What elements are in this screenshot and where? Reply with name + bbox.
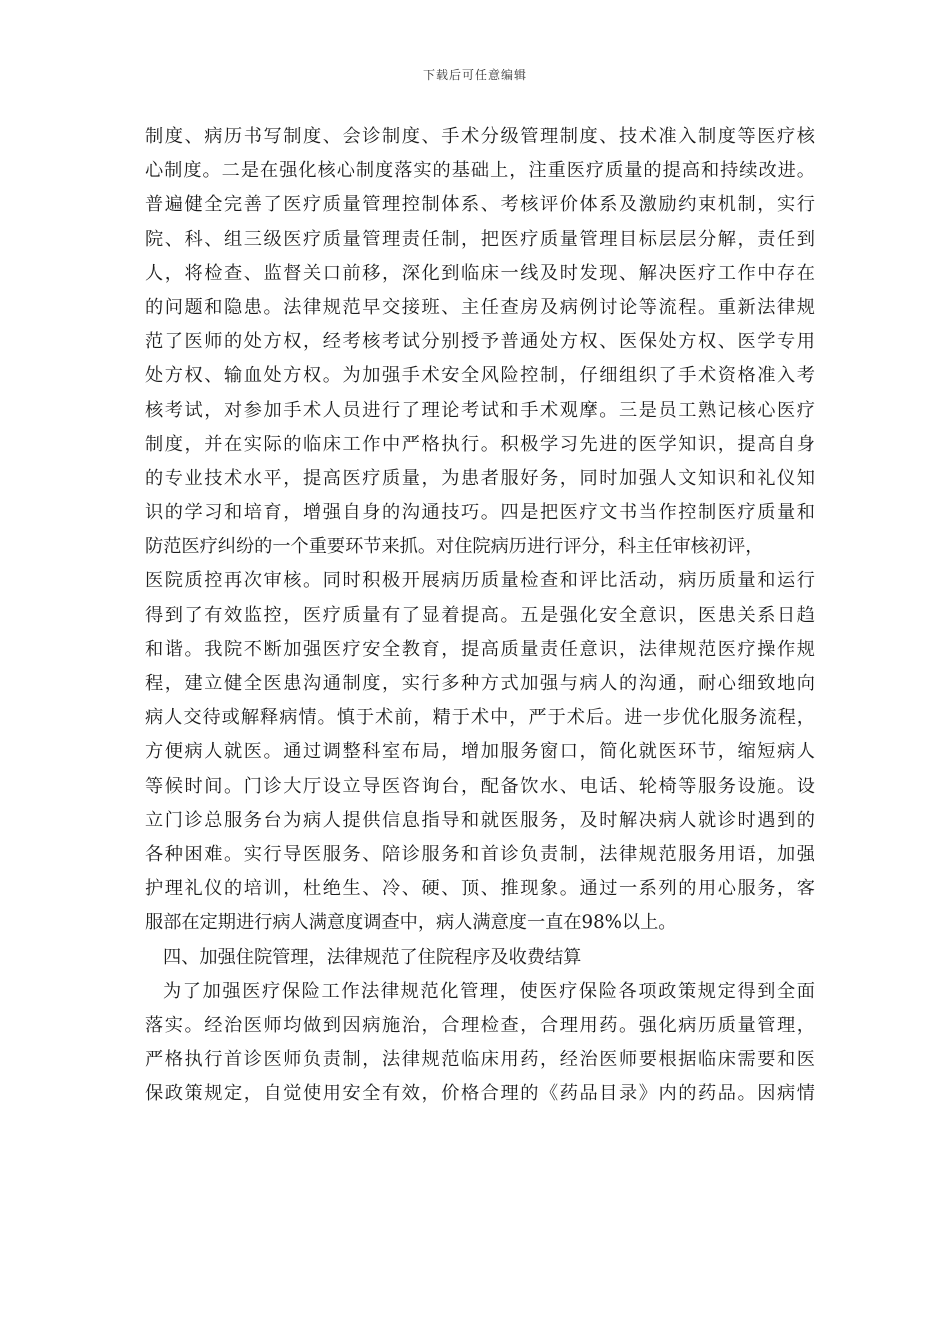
text-line: 院、科、组三级医疗质量管理责任制，把医疗质量管理目标层层分解，责任到	[145, 228, 815, 250]
text-line: 服部在定期进行病人满意度调查中，病人满意度一直在98%以上。	[145, 912, 677, 934]
text-line: 程，建立健全医患沟通制度，实行多种方式加强与病人的沟通，耐心细致地向	[145, 673, 815, 694]
text-line: 处方权、输血处方权。为加强手术安全风险控制，仔细组织了手术资格准入考	[145, 365, 815, 387]
text-line: 心制度。二是在强化核心制度落实的基础上，注重医疗质量的提高和持续改进。	[145, 160, 815, 182]
text-line: 医院质控再次审核。同时积极开展病历质量检查和评比活动，病历质量和运行	[145, 570, 815, 592]
text-line: 范了医师的处方权，经考核考试分别授予普通处方权、医保处方权、医学专用	[145, 331, 815, 353]
text-line: 病人交待或解释病情。慎于术前，精于术中，严于术后。进一步优化服务流程，	[145, 707, 815, 729]
text-line: 得到了有效监控，医疗质量有了显着提高。五是强化安全意识，医患关系日趋	[145, 604, 815, 626]
text-line: 四、加强住院管理，法律规范了住院程序及收费结算	[163, 946, 582, 968]
text-line: 立门诊总服务台为病人提供信息指导和就医服务，及时解决病人就诊时遇到的	[145, 809, 815, 831]
text-line: 识的学习和培育，增强自身的沟通技巧。四是把医疗文书当作控制医疗质量和	[145, 502, 815, 524]
text-line: 各种困难。实行导医服务、陪诊服务和首诊负责制，法律规范服务用语，加强	[145, 843, 815, 865]
text-line: 落实。经治医师均做到因病施治，合理检查，合理用药。强化病历质量管理，	[145, 1014, 815, 1036]
page-header: 下载后可任意编辑	[422, 68, 527, 82]
text-line: 等候时间。门诊大厅设立导医咨询台，配备饮水、电话、轮椅等服务设施。设	[145, 775, 815, 797]
text-line: 制度、病历书写制度、会诊制度、手术分级管理制度、技术准入制度等医疗核	[145, 126, 815, 147]
text-line: 防范医疗纠纷的一个重要环节来抓。对住院病历进行评分，科主任审核初评，	[145, 536, 764, 558]
text-line: 为了加强医疗保险工作法律规范化管理，使医疗保险各项政策规定得到全面	[163, 980, 815, 1002]
text-line: 制度，并在实际的临床工作中严格执行。积极学习先进的医学知识，提高自身	[145, 433, 815, 455]
text-line: 人，将检查、监督关口前移，深化到临床一线及时发现、解决医疗工作中存在	[145, 262, 815, 284]
text-line: 方便病人就医。通过调整科室布局，增加服务窗口，简化就医环节，缩短病人	[145, 741, 815, 763]
document-body	[145, 120, 815, 1111]
text-line: 和谐。我院不断加强医疗安全教育，提高质量责任意识，法律规范医疗操作规	[145, 638, 815, 660]
text-line: 保政策规定，自觉使用安全有效，价格合理的《药品目录》内的药品。因病情	[145, 1083, 815, 1105]
text-line: 的专业技术水平，提高医疗质量，为患者服好务，同时加强人文知识和礼仪知	[145, 467, 815, 489]
text-line: 护理礼仪的培训，杜绝生、冷、硬、顶、推现象。通过一系列的用心服务，客	[145, 878, 815, 900]
text-line: 普遍健全完善了医疗质量管理控制体系、考核评价体系及激励约束机制，实行	[145, 194, 815, 216]
text-line: 的问题和隐患。法律规范早交接班、主任查房及病例讨论等流程。重新法律规	[145, 296, 815, 318]
text-line: 严格执行首诊医师负责制，法律规范临床用药，经治医师要根据临床需要和医	[145, 1049, 815, 1071]
text-line: 核考试，对参加手术人员进行了理论考试和手术观摩。三是员工熟记核心医疗	[145, 399, 815, 421]
